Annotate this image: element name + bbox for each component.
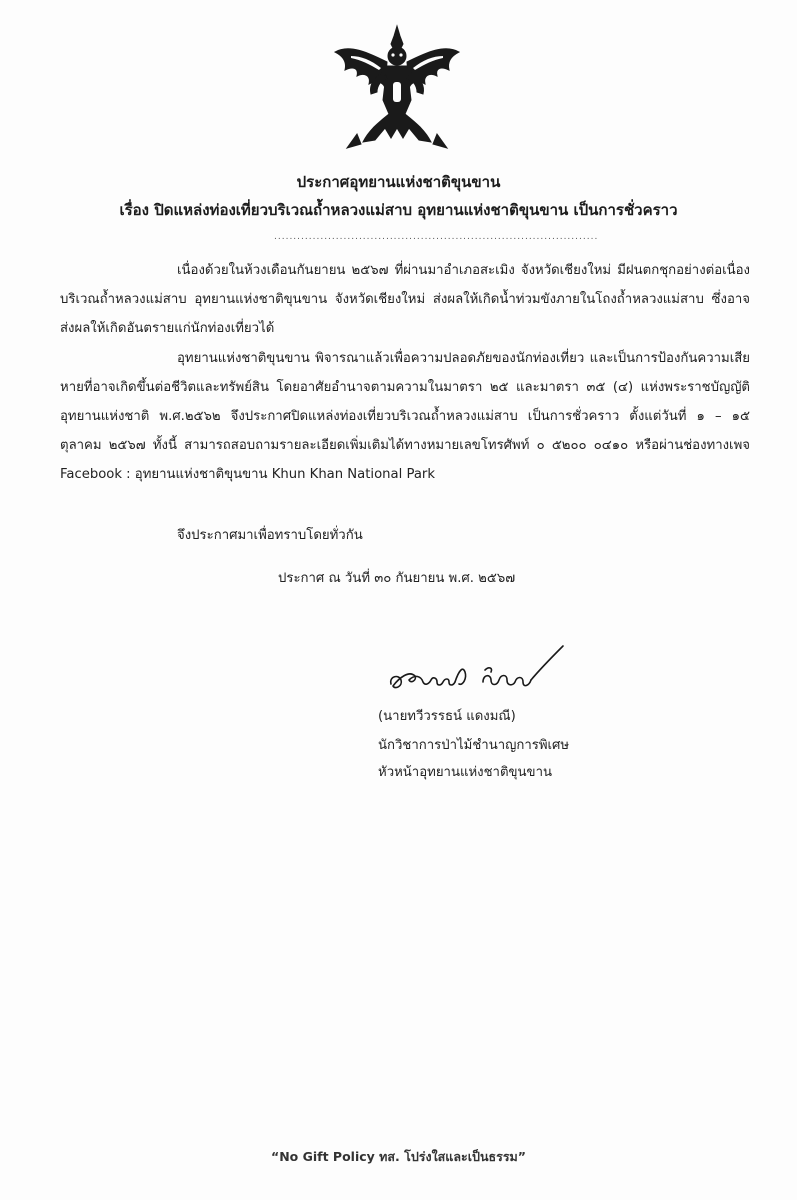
signer-role: หัวหน้าอุทยานแห่งชาติขุนขาน xyxy=(378,765,552,780)
announcement-subject: เรื่อง ปิดแหล่งท่องเที่ยวบริเวณถ้ำหลวงแม่สาบ อุทยานแห่งชาติขุนขาน เป็นการชั่วคราว xyxy=(119,201,678,219)
signer-name: (นายทวีวรรธน์ แดงมณี) xyxy=(378,709,516,724)
paragraph-2-text: อุทยานแห่งชาติขุนขาน พิจารณาแล้วเพื่อความปลอดภัยของนักท่องเที่ยว และเป็นการป้องกันความเสียหายที่อาจเกิดขึ้นต่อชีวิตและทรัพย์สิน โดยอาศัยอำนาจตามความในมาตรา ๒๕ และมาตรา ๓๕ (๔) แห่งพระราชบัญญัติอุทยานแห่งชาติ พ.ศ.๒๕๖๒ จึงประกาศปิดแหล่งท่องเที่ยวบริเวณถ้ำหลวงแม่สาบ เป็นการชั่วคราว ตั้งแต่วันที่ ๑ – ๑๕ ตุลาคม ๒๕๖๗ ทั้งนี้ สามารถสอบถามรายละเอียดเพิ่มเติมได้ทางหมายเลขโทรศัพท์ ๐ ๕๒๐๐ ๐๔๑๐ หรือผ่านช่องทางเพจ Facebook : อุทยานแห่งชาติขุนขาน Khun Khan National Park xyxy=(60,351,750,482)
garuda-emblem-icon xyxy=(327,22,467,152)
paragraph-1-text: เนื่องด้วยในห้วงเดือนกันยายน ๒๕๖๗ ที่ผ่านมาอำเภอสะเมิง จังหวัดเชียงใหม่ มีฝนตกชุกอย่างต่อเนื่อง บริเวณถ้ำหลวงแม่สาบ อุทยานแห่งชาติขุนขาน จังหวัดเชียงใหม่ ส่งผลให้เกิดน้ำท่วมขังภายในโถงถ้ำหลวงแม่สาบ ซึ่งอาจส่งผลให้เกิดอันตรายแก่นักท่องเที่ยวได้ xyxy=(60,263,750,336)
no-gift-policy-footer: “No Gift Policy ทส. โปร่งใสและเป็นธรรม” xyxy=(270,1149,527,1164)
body-paragraph-1 xyxy=(60,256,750,343)
announcement-title: ประกาศอุทยานแห่งชาติขุนขาน xyxy=(296,173,501,191)
closing-statement: จึงประกาศมาเพื่อทราบโดยทั่วกัน xyxy=(177,528,363,543)
body-paragraph-2 xyxy=(60,344,750,489)
separator-line: .................................................................................... xyxy=(274,232,599,242)
handwritten-signature xyxy=(385,640,570,702)
signer-position: นักวิชาการป่าไม้ชำนาญการพิเศษ xyxy=(378,738,570,753)
announcement-date: ประกาศ ณ วันที่ ๓๐ กันยายน พ.ศ. ๒๕๖๗ xyxy=(278,571,516,586)
